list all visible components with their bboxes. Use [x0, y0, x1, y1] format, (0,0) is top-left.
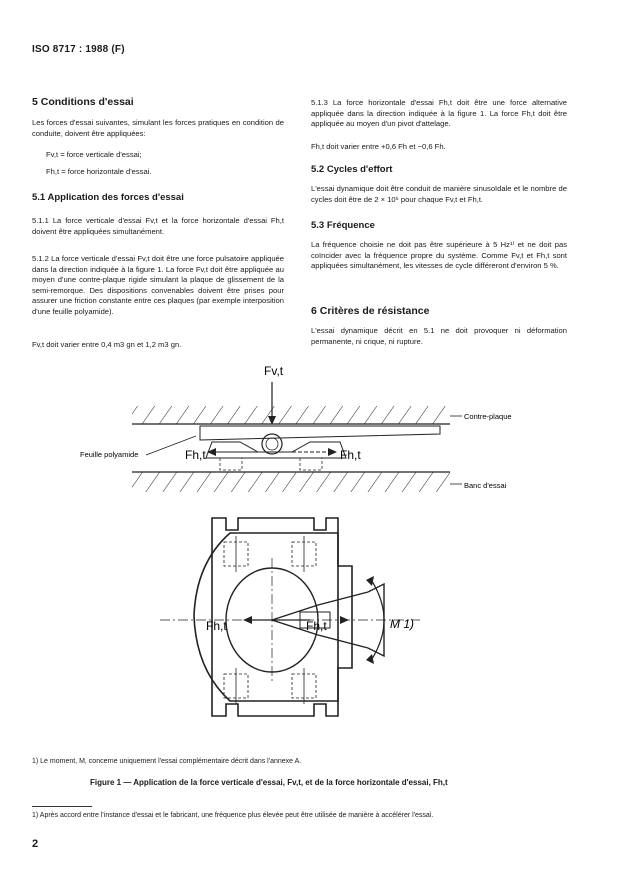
- figure-footnote: 1) Le moment, M, concerne uniquement l'essai complémentaire décrit dans l'annexe A.: [32, 758, 302, 765]
- section-6-title: 6 Critères de résistance: [311, 305, 430, 317]
- moment-label: M 1): [390, 617, 414, 631]
- banc-hatch: [132, 472, 450, 492]
- section-5-1-2: 5.1.2 La force verticale d'essai Fv,t doit être une force pulsatoire appliquée dans la direction indiquée à la figure 1. La force Fv,t doit être appliquée au moyen d'une contre-plaque rigide simulant la plaque de glissement de la semi-remorque. Des dispositions convenables doivent être prises pour assurer une friction constante entre ces plaques (par exemple interposition d'une feuille polyamide).: [32, 254, 284, 316]
- section-5-3-title: 5.3 Fréquence: [311, 220, 375, 231]
- section-5-1-2-range: Fv,t doit varier entre 0,4 m3 gn et 1,2 m3 gn.: [32, 340, 182, 349]
- contre-plaque-hatch: [132, 406, 450, 424]
- figure-caption: Figure 1 — Application de la force verticale d'essai, Fv,t, et de la force horizontale d'essai, Fh,t: [90, 778, 448, 787]
- section-5-2: L'essai dynamique doit être conduit de manière sinusoïdale et le nombre de cycles doit être de 2 × 10⁶ pour chaque Fv,t et Fh,t.: [311, 184, 567, 204]
- section-5-1-title: 5.1 Application des forces d'essai: [32, 192, 184, 203]
- page-footnote: 1) Après accord entre l'instance d'essai et le fabricant, une fréquence plus élevée peut être utilisée de manière à accélérer l'essai.: [32, 812, 434, 819]
- definition-fh: Fh,t = force horizontale d'essai.: [46, 167, 152, 176]
- coupling-body-side: [206, 442, 346, 458]
- definition-fv: Fv,t = force verticale d'essai;: [46, 150, 142, 159]
- section-5-1-3: 5.1.3 La force horizontale d'essai Fh,t doit être une force alternative appliquée dans la direction indiquée à la figure 1. La force Fh,t doit être appliquée au moyen d'un pivot d'attelage.: [311, 98, 567, 129]
- section-5-1-1: 5.1.1 La force verticale d'essai Fv,t et la force horizontale d'essai Fh,t doivent être appliquées simultanément.: [32, 216, 284, 236]
- section-5-1-3-range: Fh,t doit varier entre +0,6 Fh et −0,6 Fh.: [311, 142, 446, 151]
- section-5-3: La fréquence choisie ne doit pas être supérieure à 5 Hz¹⁾ et ne doit pas coïncider avec la fréquence propre du système. Comme Fv,t et Fh,t sont appliquées simultanément, les vitesses de cycle différeront d'environ 5 %.: [311, 240, 567, 271]
- section-5-title: 5 Conditions d'essai: [32, 96, 134, 108]
- kingpin-circle: [262, 434, 282, 454]
- feuille-polyamide-label: Feuille polyamide: [80, 450, 139, 459]
- fht-right-label: Fh,t: [340, 448, 361, 462]
- sliding-plate: [200, 426, 440, 440]
- document-id: ISO 8717 : 1988 (F): [32, 44, 125, 55]
- figure-1-diagram: [0, 358, 619, 758]
- fht-left-label: Fh,t: [185, 448, 206, 462]
- section-6: L'essai dynamique décrit en 5.1 ne doit provoquer ni déformation permanente, ni crique, ni rupture.: [311, 326, 567, 346]
- banc-label: Banc d'essai: [464, 481, 507, 490]
- fht-plan-right-label: Fh,t: [306, 619, 327, 633]
- fht-plan-left-label: Fh,t: [206, 619, 227, 633]
- page-number: 2: [32, 838, 39, 850]
- contre-plaque-label: Contre-plaque: [464, 412, 512, 421]
- fvt-label: Fv,t: [264, 364, 284, 378]
- section-5-intro: Les forces d'essai suivantes, simulant les forces pratiques en condition de conduite, doivent être appliquées:: [32, 118, 284, 138]
- section-5-2-title: 5.2 Cycles d'effort: [311, 164, 393, 175]
- footnote-rule: [32, 806, 92, 807]
